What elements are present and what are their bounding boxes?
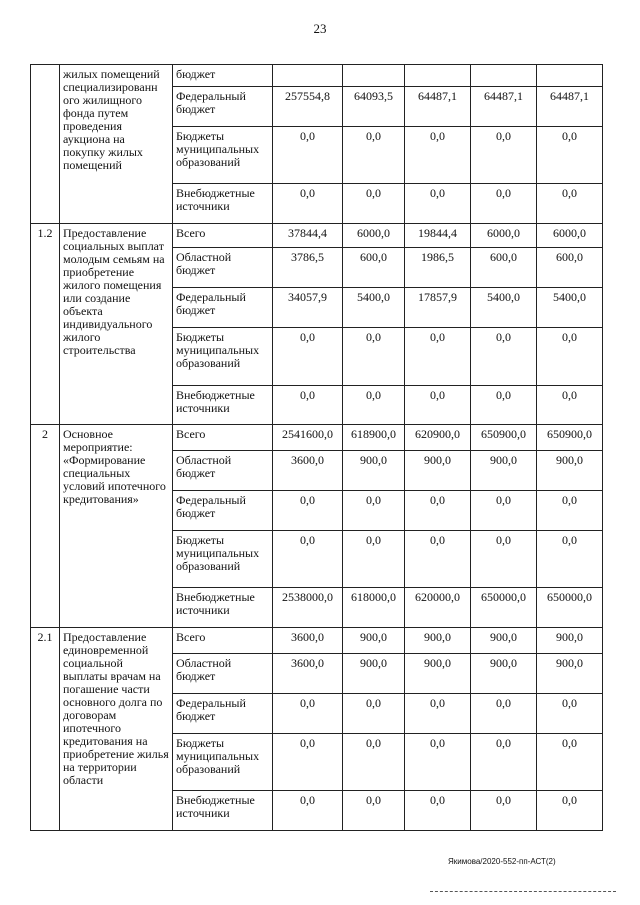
amount-cell: 0,0 — [405, 791, 471, 831]
amount-cell: 1986,5 — [405, 248, 471, 288]
amount-cell: 618000,0 — [343, 588, 405, 628]
amount-cell: 0,0 — [343, 694, 405, 734]
funding-source-cell: Внебюджетные источники — [173, 588, 273, 628]
funding-source-cell: Бюджеты муниципальных образований — [173, 127, 273, 184]
amount-cell: 0,0 — [343, 328, 405, 386]
funding-source-cell: Федеральный бюджет — [173, 288, 273, 328]
amount-cell: 620000,0 — [405, 588, 471, 628]
amount-cell: 0,0 — [471, 127, 537, 184]
item-number-cell: 1.2 — [31, 224, 60, 425]
amount-cell: 900,0 — [405, 628, 471, 654]
amount-cell: 3600,0 — [273, 654, 343, 694]
funding-source-cell: Федеральный бюджет — [173, 491, 273, 531]
amount-cell: 257554,8 — [273, 87, 343, 127]
amount-cell: 0,0 — [405, 694, 471, 734]
amount-cell: 0,0 — [471, 184, 537, 224]
amount-cell: 0,0 — [343, 127, 405, 184]
amount-cell: 900,0 — [405, 451, 471, 491]
amount-cell: 900,0 — [471, 654, 537, 694]
amount-cell: 0,0 — [273, 734, 343, 791]
amount-cell: 0,0 — [537, 531, 603, 588]
amount-cell: 19844,4 — [405, 224, 471, 248]
amount-cell: 0,0 — [471, 791, 537, 831]
amount-cell — [405, 65, 471, 87]
item-name-cell: Предоставление социальных выплат молодым семьям на приобретение жилого помещения или создание объекта индивидуального жилого строительства — [60, 224, 173, 425]
table-row — [31, 425, 603, 451]
amount-cell — [537, 65, 603, 87]
funding-source-cell: Бюджеты муниципальных образований — [173, 734, 273, 791]
amount-cell: 6000,0 — [471, 224, 537, 248]
amount-cell: 0,0 — [471, 694, 537, 734]
amount-cell: 900,0 — [343, 654, 405, 694]
amount-cell: 600,0 — [471, 248, 537, 288]
funding-source-cell: бюджет — [173, 65, 273, 87]
amount-cell: 6000,0 — [343, 224, 405, 248]
funding-source-cell: Областной бюджет — [173, 248, 273, 288]
amount-cell: 600,0 — [537, 248, 603, 288]
amount-cell: 64093,5 — [343, 87, 405, 127]
amount-cell: 900,0 — [537, 654, 603, 694]
amount-cell: 0,0 — [537, 491, 603, 531]
amount-cell: 0,0 — [273, 184, 343, 224]
funding-source-cell: Федеральный бюджет — [173, 694, 273, 734]
amount-cell: 0,0 — [273, 531, 343, 588]
item-number-cell: 2 — [31, 425, 60, 628]
table-row — [31, 65, 603, 87]
amount-cell: 0,0 — [537, 184, 603, 224]
amount-cell: 0,0 — [405, 491, 471, 531]
amount-cell: 0,0 — [273, 491, 343, 531]
amount-cell: 0,0 — [405, 328, 471, 386]
amount-cell: 0,0 — [537, 734, 603, 791]
funding-source-cell: Областной бюджет — [173, 451, 273, 491]
funding-source-cell: Бюджеты муниципальных образований — [173, 328, 273, 386]
amount-cell: 650900,0 — [471, 425, 537, 451]
document-code: Якимова/2020-552-пп-АСТ(2) — [448, 857, 556, 866]
amount-cell: 0,0 — [405, 531, 471, 588]
amount-cell: 2538000,0 — [273, 588, 343, 628]
amount-cell: 3600,0 — [273, 628, 343, 654]
funding-source-cell: Внебюджетные источники — [173, 386, 273, 425]
amount-cell: 0,0 — [405, 734, 471, 791]
amount-cell: 620900,0 — [405, 425, 471, 451]
amount-cell: 0,0 — [273, 791, 343, 831]
amount-cell: 5400,0 — [343, 288, 405, 328]
amount-cell: 0,0 — [537, 386, 603, 425]
funding-source-cell: Внебюджетные источники — [173, 791, 273, 831]
amount-cell: 650900,0 — [537, 425, 603, 451]
amount-cell: 17857,9 — [405, 288, 471, 328]
amount-cell — [273, 65, 343, 87]
amount-cell: 5400,0 — [471, 288, 537, 328]
amount-cell: 64487,1 — [471, 87, 537, 127]
amount-cell: 0,0 — [471, 386, 537, 425]
amount-cell: 900,0 — [537, 451, 603, 491]
amount-cell: 0,0 — [273, 328, 343, 386]
amount-cell: 900,0 — [343, 628, 405, 654]
amount-cell: 64487,1 — [405, 87, 471, 127]
amount-cell: 0,0 — [273, 386, 343, 425]
amount-cell: 0,0 — [343, 791, 405, 831]
amount-cell: 600,0 — [343, 248, 405, 288]
amount-cell: 34057,9 — [273, 288, 343, 328]
amount-cell: 64487,1 — [537, 87, 603, 127]
amount-cell: 0,0 — [537, 694, 603, 734]
amount-cell: 2541600,0 — [273, 425, 343, 451]
amount-cell: 0,0 — [471, 328, 537, 386]
amount-cell: 0,0 — [471, 734, 537, 791]
funding-source-cell: Бюджеты муниципальных образований — [173, 531, 273, 588]
budget-table-body — [31, 65, 603, 831]
amount-cell: 900,0 — [471, 451, 537, 491]
amount-cell — [471, 65, 537, 87]
table-row — [31, 224, 603, 248]
page-number: 23 — [313, 21, 327, 36]
amount-cell: 650000,0 — [537, 588, 603, 628]
amount-cell: 0,0 — [343, 734, 405, 791]
amount-cell: 0,0 — [471, 491, 537, 531]
amount-cell: 0,0 — [405, 386, 471, 425]
amount-cell: 0,0 — [405, 184, 471, 224]
amount-cell: 0,0 — [273, 127, 343, 184]
item-name-cell: жилых помещений специализированн ого жилищного фонда путем проведения аукциона на покупку жилых помещений — [60, 65, 173, 224]
amount-cell: 0,0 — [273, 694, 343, 734]
item-number-cell — [31, 65, 60, 224]
amount-cell: 0,0 — [537, 328, 603, 386]
amount-cell: 0,0 — [343, 386, 405, 425]
funding-source-cell: Всего — [173, 224, 273, 248]
amount-cell: 0,0 — [343, 531, 405, 588]
amount-cell: 618900,0 — [343, 425, 405, 451]
item-number-cell: 2.1 — [31, 628, 60, 831]
funding-source-cell: Всего — [173, 628, 273, 654]
footer-divider — [430, 891, 616, 892]
amount-cell: 0,0 — [471, 531, 537, 588]
budget-table — [30, 64, 603, 831]
amount-cell: 37844,4 — [273, 224, 343, 248]
amount-cell: 5400,0 — [537, 288, 603, 328]
amount-cell: 0,0 — [343, 491, 405, 531]
amount-cell: 0,0 — [537, 791, 603, 831]
amount-cell: 0,0 — [405, 127, 471, 184]
amount-cell: 0,0 — [537, 127, 603, 184]
funding-source-cell: Всего — [173, 425, 273, 451]
amount-cell: 6000,0 — [537, 224, 603, 248]
funding-source-cell: Внебюджетные источники — [173, 184, 273, 224]
table-row — [31, 628, 603, 654]
amount-cell: 3786,5 — [273, 248, 343, 288]
amount-cell: 3600,0 — [273, 451, 343, 491]
funding-source-cell: Федеральный бюджет — [173, 87, 273, 127]
item-name-cell: Основное мероприятие: «Формирование специальных условий ипотечного кредитования» — [60, 425, 173, 628]
amount-cell: 900,0 — [405, 654, 471, 694]
amount-cell: 900,0 — [343, 451, 405, 491]
amount-cell: 650000,0 — [471, 588, 537, 628]
amount-cell: 900,0 — [537, 628, 603, 654]
amount-cell — [343, 65, 405, 87]
amount-cell: 0,0 — [343, 184, 405, 224]
item-name-cell: Предоставление единовременной социальной выплаты врачам на погашение части основного долга по договорам ипотечного кредитования на приобретение жилья на территории области — [60, 628, 173, 831]
funding-source-cell: Областной бюджет — [173, 654, 273, 694]
amount-cell: 900,0 — [471, 628, 537, 654]
